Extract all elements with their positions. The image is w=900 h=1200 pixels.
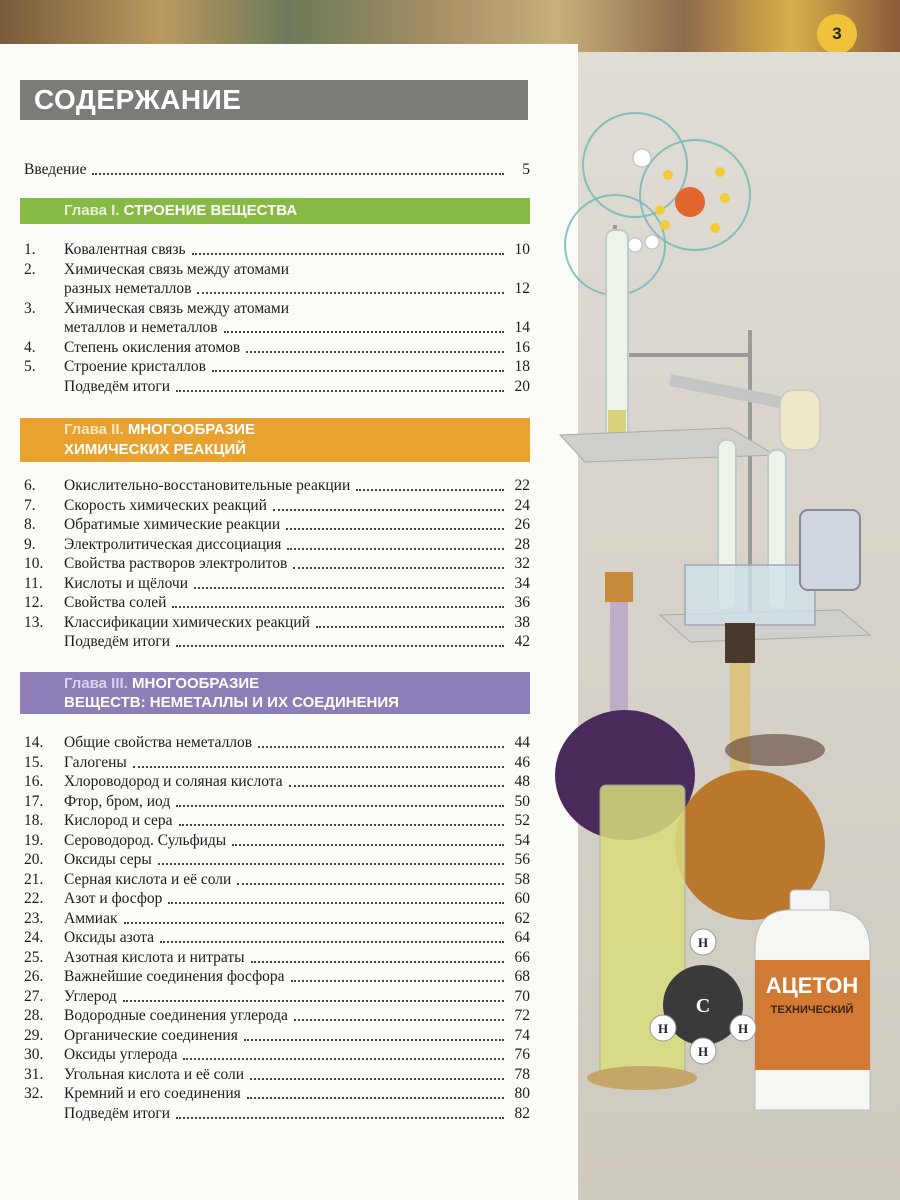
entry-page: 36: [514, 594, 530, 611]
entry-text: Химическая связь между атомами: [64, 260, 289, 278]
entry-number: 21.: [24, 870, 44, 888]
entry-text: Свойства солей: [64, 594, 167, 611]
toc-entry[interactable]: [24, 1006, 530, 1025]
entry-text: Степень окисления атомов: [64, 338, 241, 356]
leader-dots: [316, 626, 504, 628]
entry-number: 20.: [24, 851, 44, 868]
entry-page: 44: [514, 734, 530, 751]
entry-number: 16.: [24, 773, 44, 790]
entry-number: 17.: [24, 792, 44, 810]
entry-text: Подведём итоги: [64, 377, 171, 395]
entry-page: 38: [514, 613, 530, 631]
leader-dots: [293, 567, 504, 569]
toc-entry[interactable]: [24, 1065, 530, 1084]
leader-dots: [212, 370, 504, 372]
toc-entry[interactable]: [24, 593, 530, 612]
leader-dots: [133, 766, 504, 768]
intro-entry[interactable]: [24, 160, 530, 179]
entry-text: Азотная кислота и нитраты: [64, 948, 245, 966]
entry-text: Галогены: [64, 753, 127, 771]
entry-text: Подведём итоги: [64, 1104, 171, 1122]
entry-page: 50: [514, 792, 530, 810]
molecule-atom-1: H: [697, 935, 709, 950]
chapter-3-header: [20, 672, 530, 714]
leader-dots: [194, 587, 504, 589]
leader-dots: [237, 883, 504, 885]
entry-page: 46: [514, 753, 530, 771]
entry-page: 76: [514, 1046, 530, 1063]
entry-text: Аммиак: [64, 909, 118, 927]
leader-dots: [168, 902, 504, 904]
entry-page: 82: [514, 1104, 530, 1122]
leader-dots: [287, 548, 504, 550]
entry-text: Органические соединения: [64, 1026, 238, 1044]
chapter-title-line1: МНОГООБРАЗИЕ: [132, 675, 260, 692]
entry-text: Водородные соединения углерода: [64, 1007, 288, 1024]
leader-dots: [176, 645, 504, 647]
toc-entry-continuation[interactable]: [24, 318, 530, 337]
entry-page: 72: [514, 1007, 530, 1024]
entry-number: 11.: [24, 574, 43, 592]
entry-page: 52: [514, 812, 530, 829]
chapter-title: СТРОЕНИЕ ВЕЩЕСТВА: [123, 202, 298, 219]
entry-page: 12: [514, 280, 530, 297]
entry-page: 28: [514, 535, 530, 553]
entry-text: Химическая связь между атомами: [64, 299, 289, 317]
toc-entry[interactable]: [24, 889, 530, 908]
entry-text-continuation: металлов и неметаллов: [64, 319, 218, 336]
toc-entry[interactable]: [24, 260, 530, 279]
molecule-atom-2: H: [657, 1021, 669, 1036]
entry-text: Общие свойства неметаллов: [64, 734, 253, 751]
entry-number: 22.: [24, 890, 44, 907]
entry-page: 66: [514, 948, 530, 966]
chapter-prefix: Глава III.: [64, 675, 128, 692]
chemistry-illustration: [540, 110, 900, 1200]
leader-dots: [286, 528, 504, 530]
entry-text: Свойства растворов электролитов: [64, 555, 288, 572]
entry-text: Оксиды азота: [64, 929, 154, 946]
entry-page: 10: [514, 241, 530, 258]
toc-entry[interactable]: [24, 632, 530, 651]
entry-number: 13.: [24, 613, 44, 631]
chapter-title-line2: ВЕЩЕСТВ: НЕМЕТАЛЛЫ И ИХ СОЕДИНЕНИЯ: [64, 694, 399, 711]
leader-dots: [179, 824, 504, 826]
toc-entry[interactable]: [24, 476, 530, 495]
toc-entry[interactable]: [24, 515, 530, 534]
chapter-prefix: Глава II.: [64, 421, 124, 438]
entry-page: 70: [514, 987, 530, 1005]
entry-number: 10.: [24, 555, 44, 572]
entry-text: Хлороводород и соляная кислота: [64, 773, 283, 790]
chapter-prefix: Глава I.: [64, 202, 120, 219]
entry-number: 7.: [24, 496, 36, 514]
leader-dots: [176, 390, 504, 392]
toc-entry[interactable]: [24, 772, 530, 791]
leader-dots: [289, 785, 504, 787]
molecule-center-label: C: [695, 995, 711, 1017]
entry-page: 62: [514, 909, 530, 927]
entry-number: 31.: [24, 1065, 44, 1083]
bottle-label-line1: АЦЕТОН: [765, 973, 859, 998]
entry-text: Оксиды углерода: [64, 1046, 178, 1063]
leader-dots: [176, 805, 504, 807]
entry-text: Окислительно-восстановительные реакции: [64, 477, 351, 494]
entry-text: Важнейшие соединения фосфора: [64, 968, 285, 985]
molecule-atom-4: H: [737, 1021, 749, 1036]
entry-number: 1.: [24, 241, 36, 258]
toc-entry[interactable]: [24, 733, 530, 752]
entry-page: 24: [514, 496, 530, 514]
toc-entry[interactable]: [24, 574, 530, 593]
entry-number: 14.: [24, 734, 44, 751]
entry-text: Строение кристаллов: [64, 358, 206, 375]
toc-entry[interactable]: [24, 1026, 530, 1045]
toc-entry[interactable]: [24, 535, 530, 554]
toc-entry[interactable]: [24, 967, 530, 986]
toc-entry[interactable]: [24, 338, 530, 357]
entry-number: 3.: [24, 299, 36, 317]
entry-text: Фтор, бром, иод: [64, 792, 171, 810]
entry-page: 14: [514, 319, 530, 336]
entry-page: 22: [514, 477, 530, 494]
toc-entry[interactable]: [24, 753, 530, 772]
entry-text: Подведём итоги: [64, 633, 171, 650]
leader-dots: [251, 961, 504, 963]
entry-page: 60: [514, 890, 530, 907]
toc-entry[interactable]: [24, 948, 530, 967]
entry-text: Скорость химических реакций: [64, 496, 267, 514]
entry-text-continuation: разных неметаллов: [64, 280, 192, 297]
entry-page: 64: [514, 929, 530, 946]
entry-text: Сероводород. Сульфиды: [64, 831, 227, 849]
entry-number: 18.: [24, 812, 44, 829]
entry-number: 15.: [24, 753, 44, 771]
entry-page: 80: [514, 1085, 530, 1102]
leader-dots: [183, 1058, 504, 1060]
toc-entry[interactable]: [24, 496, 530, 515]
entry-number: 29.: [24, 1026, 44, 1044]
toc-entry[interactable]: [24, 613, 530, 632]
toc-entry[interactable]: [24, 811, 530, 830]
entry-number: 9.: [24, 535, 36, 553]
entry-text: Обратимые химические реакции: [64, 516, 281, 533]
entry-text: Ковалентная связь: [64, 241, 186, 258]
leader-dots: [244, 1039, 504, 1041]
entry-number: 26.: [24, 968, 44, 985]
entry-text: Введение: [24, 161, 87, 178]
leader-dots: [172, 606, 504, 608]
leader-dots: [247, 1097, 504, 1099]
leader-dots: [123, 1000, 504, 1002]
leader-dots: [273, 509, 504, 511]
entry-page: 58: [514, 870, 530, 888]
page-number: 3: [817, 14, 857, 54]
leader-dots: [356, 489, 504, 491]
entry-text: Углерод: [64, 987, 117, 1005]
leader-dots: [291, 980, 505, 982]
toc-entry[interactable]: [24, 377, 530, 396]
entry-number: 25.: [24, 948, 44, 966]
toc-entry[interactable]: [24, 987, 530, 1006]
toc-entry[interactable]: [24, 870, 530, 889]
leader-dots: [224, 331, 504, 333]
entry-text: Оксиды серы: [64, 851, 152, 868]
bottle-icon: [755, 890, 870, 1110]
entry-page: 26: [514, 516, 530, 533]
entry-text: Кислород и сера: [64, 812, 173, 829]
leader-dots: [158, 863, 504, 865]
entry-page: 56: [514, 851, 530, 868]
chapter-title-line1: МНОГООБРАЗИЕ: [127, 421, 255, 438]
leader-dots: [176, 1117, 504, 1119]
toc-entry[interactable]: [24, 792, 530, 811]
entry-number: 6.: [24, 477, 36, 494]
leader-dots: [197, 292, 504, 294]
leader-dots: [192, 253, 504, 255]
leader-dots: [250, 1078, 504, 1080]
entry-text: Кремний и его соединения: [64, 1085, 241, 1102]
entry-number: 32.: [24, 1085, 44, 1102]
chapter-2-header: [20, 418, 530, 462]
entry-number: 4.: [24, 338, 36, 356]
toc-entry[interactable]: [24, 240, 530, 259]
toc-entry[interactable]: [24, 357, 530, 376]
chapter-title-line2: ХИМИЧЕСКИХ РЕАКЦИЙ: [64, 441, 247, 458]
entry-page: 34: [514, 574, 530, 592]
entry-page: 78: [514, 1065, 530, 1083]
entry-page: 74: [514, 1026, 530, 1044]
entry-page: 54: [514, 831, 530, 849]
toc-entry[interactable]: [24, 299, 530, 318]
entry-page: 32: [514, 555, 530, 572]
entry-page: 20: [514, 377, 530, 395]
toc-entry[interactable]: [24, 1104, 530, 1123]
molecule-atom-3: H: [697, 1044, 709, 1059]
entry-text: Классификации химических реакций: [64, 613, 310, 631]
toc-entry[interactable]: [24, 831, 530, 850]
entry-number: 12.: [24, 594, 44, 611]
toc-entry[interactable]: [24, 554, 530, 573]
toc-entry[interactable]: [24, 928, 530, 947]
entry-text: Угольная кислота и её соли: [64, 1065, 245, 1083]
entry-page: 42: [514, 633, 530, 650]
leader-dots: [294, 1019, 504, 1021]
leader-dots: [160, 941, 504, 943]
page-title: СОДЕРЖАНИЕ: [20, 80, 528, 120]
entry-number: 5.: [24, 358, 36, 375]
toc-entry[interactable]: [24, 1045, 530, 1064]
toc-entry[interactable]: [24, 1084, 530, 1103]
entry-number: 8.: [24, 516, 36, 533]
entry-number: 24.: [24, 929, 44, 946]
entry-number: 27.: [24, 987, 44, 1005]
leader-dots: [92, 173, 504, 175]
leader-dots: [124, 922, 504, 924]
entry-text: Серная кислота и её соли: [64, 870, 232, 888]
toc-entry-continuation[interactable]: [24, 279, 530, 298]
entry-page: 5: [522, 161, 530, 178]
entry-text: Азот и фосфор: [64, 890, 163, 907]
entry-number: 28.: [24, 1007, 44, 1024]
entry-page: 48: [514, 773, 530, 790]
entry-text: Кислоты и щёлочи: [64, 574, 189, 592]
entry-number: 19.: [24, 831, 44, 849]
atom-model-icon: [565, 113, 750, 295]
entry-number: 23.: [24, 909, 44, 927]
entry-page: 68: [514, 968, 530, 985]
entry-page: 18: [514, 358, 530, 375]
leader-dots: [246, 351, 504, 353]
entry-number: 30.: [24, 1046, 44, 1063]
leader-dots: [258, 746, 504, 748]
chapter-1-header: [20, 198, 530, 224]
entry-text: Электролитическая диссоциация: [64, 535, 282, 553]
bottle-label-line2: ТЕХНИЧЕСКИЙ: [770, 1004, 854, 1016]
entry-number: 2.: [24, 260, 36, 278]
leader-dots: [232, 844, 504, 846]
toc-entry[interactable]: [24, 909, 530, 928]
entry-page: 16: [514, 338, 530, 356]
toc-entry[interactable]: [24, 850, 530, 869]
